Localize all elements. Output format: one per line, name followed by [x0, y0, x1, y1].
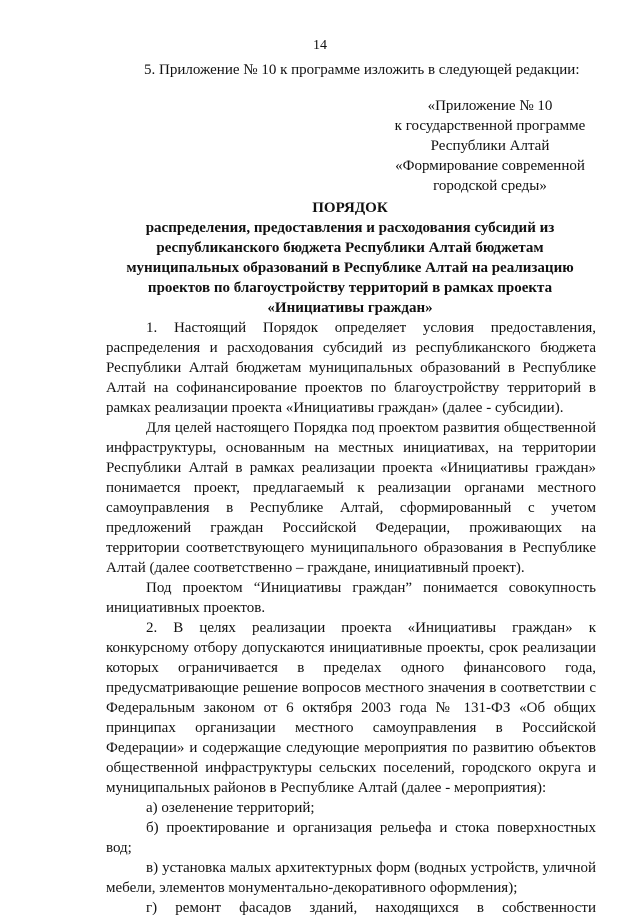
- appendix-line: «Формирование современной: [395, 158, 585, 174]
- page-number: 14: [313, 38, 327, 53]
- title-line: «Инициативы граждан»: [267, 300, 433, 316]
- body-paragraph: 2. В целях реализации проекта «Инициативы граждан» к конкурсному отбору допускаются инициативные проекты, срок реализации которых ограничивается в пределах одного финансового года, предусматривающие решение вопросов местного значения в соответствии с Федеральным законом от 6 октября 2003 года № 131-ФЗ «Об общих принципах организации местного самоуправления в Российской Федерации» и содержащие следующие мероприятия по развитию объектов общественной инфраструктуры сельских поселений, городского округа и муниципальных районов в Республике Алтай (далее - мероприятия):: [106, 620, 596, 796]
- list-item: б) проектирование и организация рельефа и стока поверхностных вод;: [106, 820, 596, 856]
- title-line: республиканского бюджета Республики Алтай бюджетам: [156, 240, 544, 256]
- list-item: а) озеленение территорий;: [146, 800, 315, 816]
- appendix-line: Республики Алтай: [430, 138, 550, 154]
- list-item: г) ремонт фасадов зданий, находящихся в собственности: [146, 900, 596, 916]
- appendix-line: городской среды»: [433, 178, 547, 194]
- appendix-reference-block: [380, 96, 600, 196]
- body-paragraph: Под проектом “Инициативы граждан” понимается совокупность инициативных проектов.: [106, 580, 596, 616]
- appendix-line: «Приложение № 10: [427, 98, 553, 114]
- intro-line: 5. Приложение № 10 к программе изложить в следующей редакции:: [144, 62, 580, 78]
- title-line: муниципальных образований в Республике Алтай на реализацию: [126, 260, 574, 276]
- list-item: в) установка малых архитектурных форм (водных устройств, уличной мебели, элементов монументально-декоративного оформления);: [106, 860, 596, 896]
- title-heading: ПОРЯДОК: [312, 200, 388, 216]
- body-paragraph: Для целей настоящего Порядка под проектом развития общественной инфраструктуры, основанным на местных инициативах, на территории Республики Алтай в рамках реализации проекта «Инициативы граждан» понимается проект, предлагаемый к реализации органами местного самоуправления в Республике Алтай, сформированный с учетом предложений граждан Российской Федерации, проживающих на территории соответствующего муниципального образования в Республике Алтай (далее соответственно – граждане, инициативный проект).: [106, 420, 596, 576]
- appendix-line: к государственной программе: [394, 118, 586, 134]
- document-body: [106, 318, 596, 918]
- body-paragraph: 1. Настоящий Порядок определяет условия предоставления, распределения и расходования субсидий из республиканского бюджета Республики Алтай бюджетам муниципальных образований в Республике Алтай на софинансирование проектов по благоустройству территорий в рамках реализации проекта «Инициативы граждан» (далее - субсидии).: [106, 320, 596, 416]
- document-title: [100, 198, 600, 318]
- title-line: проектов по благоустройству территорий в рамках проекта: [147, 280, 553, 296]
- title-line: распределения, предоставления и расходования субсидий из: [145, 220, 555, 236]
